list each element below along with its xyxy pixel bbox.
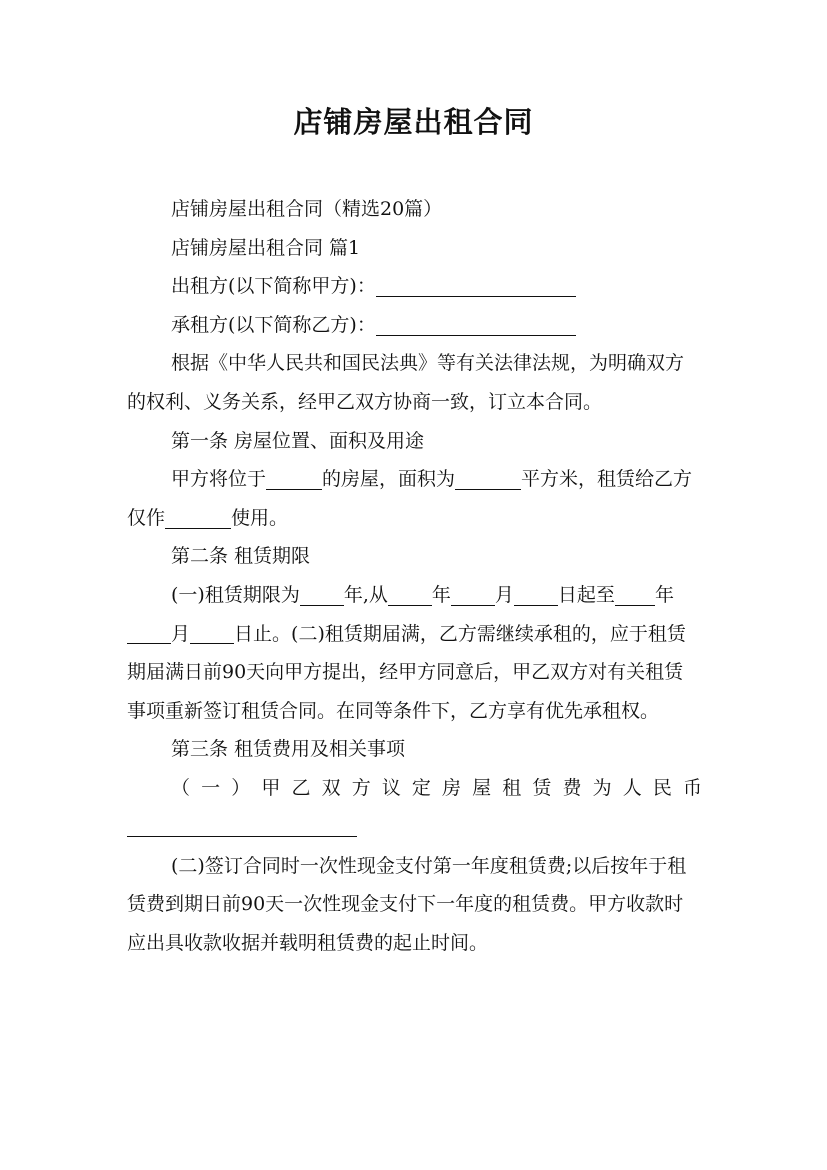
lessee-blank bbox=[376, 314, 576, 336]
lessee-label: 承租方(以下简称乙方)： bbox=[171, 313, 376, 336]
month-unit: 月 bbox=[494, 583, 514, 606]
year-unit: 年 bbox=[654, 583, 674, 606]
art2-text-a: (一)租赁期限为 bbox=[171, 583, 300, 606]
article-1-body bbox=[127, 460, 702, 537]
lessee-line bbox=[127, 306, 702, 345]
article-2-title: 第二条 租赁期限 bbox=[171, 545, 311, 568]
lessor-line bbox=[127, 267, 702, 306]
end-day-blank bbox=[190, 622, 234, 644]
year-unit: 年 bbox=[431, 583, 451, 606]
intro-paragraph: 根据《中华人民共和国民法典》等有关法律法规，为明确双方的权利、义务关系，经甲乙双方协商一致，订立本合同。 bbox=[127, 352, 685, 413]
article-2-body bbox=[127, 576, 702, 730]
document-body bbox=[127, 190, 702, 962]
start-month-blank bbox=[451, 584, 495, 606]
start-year-blank bbox=[388, 584, 432, 606]
article-3-item-2: (二)签订合同时一次性现金支付第一年度租赁费;以后按年于租赁费到期日前90天一次性现金支付下一年度的租赁费。甲方收款时应出具收款收据并载明租赁费的起止时间。 bbox=[127, 854, 687, 954]
end-year-blank bbox=[615, 584, 655, 606]
end-text: 日止。 bbox=[234, 622, 292, 645]
start-day-blank bbox=[514, 584, 558, 606]
art1-text-a: 甲方将位于 bbox=[171, 468, 267, 491]
term-years-blank bbox=[300, 584, 344, 606]
subtitle: 店铺房屋出租合同（精选20篇） bbox=[171, 198, 443, 220]
usage-blank bbox=[165, 507, 231, 529]
art2-text-b: (二)租赁期届满，乙方需继续承租的，应于租赁期届满日前90天向甲方提出，经甲方同意后，甲乙双方对有关租赁事项重新签订租赁合同。在同等条件下，乙方享有优先承租权。 bbox=[127, 622, 686, 722]
article-3-title: 第三条 租赁费用及相关事项 bbox=[171, 738, 406, 761]
chapter-heading: 店铺房屋出租合同 篇1 bbox=[171, 236, 361, 259]
art1-text-d: 使用。 bbox=[231, 506, 289, 529]
area-blank bbox=[455, 468, 521, 490]
from-text: ,从 bbox=[362, 583, 388, 606]
year-unit: 年 bbox=[343, 583, 363, 606]
lessor-blank bbox=[376, 275, 576, 297]
rent-amount-blank bbox=[127, 808, 357, 837]
day-to-text: 日起至 bbox=[557, 583, 615, 606]
end-month-blank bbox=[127, 622, 171, 644]
article-3-item-1: （一）甲乙双方议定房屋租赁费为人民币 bbox=[171, 776, 702, 799]
art1-text-c: 平方米，租赁给乙方仅作 bbox=[127, 468, 693, 529]
month-unit: 月 bbox=[171, 622, 191, 645]
document-title: 店铺房屋出租合同 bbox=[293, 105, 534, 139]
art1-text-b: 的房屋，面积为 bbox=[322, 468, 456, 491]
article-1-title: 第一条 房屋位置、面积及用途 bbox=[171, 429, 425, 452]
lessor-label: 出租方(以下简称甲方)： bbox=[171, 275, 376, 298]
location-blank bbox=[266, 468, 322, 490]
